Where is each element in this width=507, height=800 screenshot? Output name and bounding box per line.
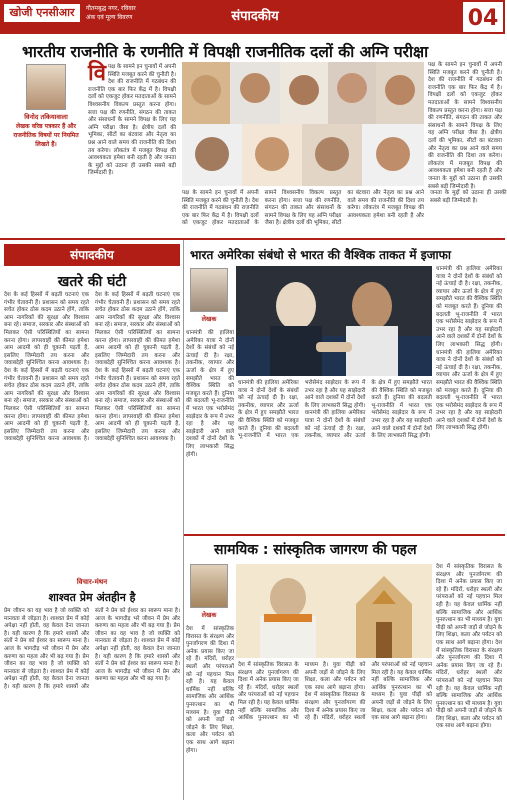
article2-author-name: विचार-मंथन: [76, 578, 108, 586]
collage-graphic: [182, 62, 424, 186]
editorial-label: संपादकीय: [4, 244, 180, 266]
article3-body-col3: धानमंत्री की हालिया अमेरिका यात्रा ने दोनों देशों के संबंधों को नई ऊंचाई दी है। रक्षा, तकनीक, व्यापार और ऊर्जा के क्षेत्र में हुए समझौते भारत की वैश्विक स्थिति को मजबूत करते हैं। दुनिया की बदलती भू-राजनीति में भारत एक भरोसेमंद साझेदार के रूप में उभर रहा है और यह साझेदारी आने वाले दशकों में दोनों देशों के लिए लाभकारी सिद्ध होगी। धानमंत्री की हालिया अमेरिका यात्रा ने दोनों देशों के संबंधों को नई ऊंचाई दी है। रक्षा, तकनीक, व्यापार और ऊर्जा के क्षेत्र में हुए समझौते भारत की वैश्विक स्थिति को मजबूत करते हैं। दुनिया की बदलती भू-राजनीति में भारत एक भरोसेमंद साझेदार के रूप में उभर रहा है और यह साझेदारी आने वाले दशकों में दोनों देशों के लिए लाभकारी सिद्ध होगी।: [436, 266, 502, 432]
divider-top: [0, 238, 505, 240]
article4-body-col3: देश में सांस्कृतिक विरासत के संरक्षण और पुनर्जागरण की दिशा में अनेक प्रयास किए जा रहे हैं। मंदिरों, धरोहर स्थलों और परंपराओं को नई पहचान मिल रही है। यह केवल धार्मिक नहीं बल्कि सामाजिक और आर्थिक पुनरुत्थान का भी माध्यम है। युवा पीढ़ी को अपनी जड़ों से जोड़ने के लिए शिक्षा, कला और पर्यटन को एक साथ आगे बढ़ाना होगा। देश में सांस्कृतिक विरासत के संरक्षण और पुनर्जागरण की दिशा में अनेक प्रयास किए जा रहे हैं। मंदिरों, धरोहर स्थलों और परंपराओं को नई पहचान मिल रही है। यह केवल धार्मिक नहीं बल्कि सामाजिक और आर्थिक पुनरुत्थान का भी माध्यम है। युवा पीढ़ी को अपनी जड़ों से जोड़ने के लिए शिक्षा, कला और पर्यटन को एक साथ आगे बढ़ाना होगा।: [436, 564, 503, 730]
article2-headline: शाश्वत प्रेम अंतहीन है: [48, 591, 136, 604]
article3-body-col2: धानमंत्री की हालिया अमेरिका यात्रा ने दोनों देशों के संबंधों को नई ऊंचाई दी है। रक्षा, तकनीक, व्यापार और ऊर्जा के क्षेत्र में हुए समझौते भारत की वैश्विक स्थिति को मजबूत करते हैं। दुनिया की बदलती भू-राजनीति में भारत एक भरोसेमंद साझेदार के रूप में उभर रहा है और यह साझेदारी आने वाले दशकों में दोनों देशों के लिए लाभकारी सिद्ध होगी। धानमंत्री की हालिया अमेरिका यात्रा ने दोनों देशों के संबंधों को नई ऊंचाई दी है। रक्षा, तकनीक, व्यापार और ऊर्जा के क्षेत्र में हुए समझौते भारत की वैश्विक स्थिति को मजबूत करते हैं। दुनिया की बदलती भू-राजनीति में भारत एक भरोसेमंद साझेदार के रूप में उभर रहा है और यह साझेदारी आने वाले दशकों में दोनों देशों के लिए लाभकारी सिद्ध होगी।: [238, 380, 432, 440]
temple-graphic: [236, 564, 432, 658]
page-number: 04: [461, 0, 505, 34]
editorial-body: देश के कई हिस्सों में बढ़ती घटनाएं एक गंभीर चेतावनी हैं। प्रशासन को समय रहते सचेत होकर ठोस कदम उठाने होंगे, ताकि आम नागरिकों की सुरक्षा और विश्वास बना रहे। समाज, सरकार और संस्थाओं को मिलकर ऐसी परिस्थितियों का सामना करना होगा। लापरवाही की कीमत हमेशा आम आदमी को ही चुकानी पड़ती है, इसलिए जिम्मेदारी तय करना और जवाबदेही सुनिश्चित करना आवश्यक है। देश के कई हिस्सों में बढ़ती घटनाएं एक गंभीर चेतावनी हैं। प्रशासन को समय रहते सचेत होकर ठोस कदम उठाने होंगे, ताकि आम नागरिकों की सुरक्षा और विश्वास बना रहे। समाज, सरकार और संस्थाओं को मिलकर ऐसी परिस्थितियों का सामना करना होगा। लापरवाही की कीमत हमेशा आम आदमी को ही चुकानी पड़ती है, इसलिए जिम्मेदारी तय करना और जवाबदेही सुनिश्चित करना आवश्यक है। देश के कई हिस्सों में बढ़ती घटनाएं एक गंभीर चेतावनी हैं। प्रशासन को समय रहते सचेत होकर ठोस कदम उठाने होंगे, ताकि आम नागरिकों की सुरक्षा और विश्वास बना रहे। समाज, सरकार और संस्थाओं को मिलकर ऐसी परिस्थितियों का सामना करना होगा। लापरवाही की कीमत हमेशा आम आदमी को ही चुकानी पड़ती है, इसलिए जिम्मेदारी तय करना और जवाबदेही सुनिश्चित करना आवश्यक है। देश के कई हिस्सों में बढ़ती घटनाएं एक गंभीर चेतावनी हैं। प्रशासन को समय रहते सचेत होकर ठोस कदम उठाने होंगे, ताकि आम नागरिकों की सुरक्षा और विश्वास बना रहे। समाज, सरकार और संस्थाओं को मिलकर ऐसी परिस्थितियों का सामना करना होगा। लापरवाही की कीमत हमेशा आम आदमी को ही चुकानी पड़ती है, इसलिए जिम्मेदारी तय करना और जवाबदेही सुनिश्चित करना आवश्यक है।: [4, 292, 180, 443]
article4-author-name: लेखक: [201, 611, 217, 619]
article1-body: पक्ष के सामने इन चुनावों में अपनी स्थिति मजबूत करने की चुनौती है। देश की राजनीति में गठबंधन की राजनीति एक बार फिर केंद्र में है। विपक्षी दलों को एकजुट होकर मतदाताओं के सामने विश्वसनीय विकल्प प्रस्तुत करना होगा। सत्ता पक्ष की रणनीति, संगठन की ताकत और संसाधनों के सामने विपक्ष के लिए यह अग्नि परीक्षा जैसा है। क्षेत्रीय दलों की भूमिका, सीटों का बंटवारा और नेतृत्व का प्रश्न आने वाले समय की राजनीति की दिशा तय करेगा। लोकतंत्र में मजबूत विपक्ष की आवश्यकता हमेशा बनी रहती है और जनता के मुद्दों को उठाना ही उसकी सबसे बड़ी जिम्मेदारी है।: [88, 64, 176, 177]
article3-author-photo: [190, 268, 228, 312]
article4-body-col1: देश में सांस्कृतिक विरासत के संरक्षण और पुनर्जागरण की दिशा में अनेक प्रयास किए जा रहे हैं। मंदिरों, धरोहर स्थलों और परंपराओं को नई पहचान मिल रही है। यह केवल धार्मिक नहीं बल्कि सामाजिक और आर्थिक पुनरुत्थान का भी माध्यम है। युवा पीढ़ी को अपनी जड़ों से जोड़ने के लिए शिक्षा, कला और पर्यटन को एक साथ आगे बढ़ाना होगा।: [186, 626, 234, 754]
article4-author-photo: [190, 564, 228, 608]
article1-headline: भारतीय राजनीति के रणनीति में विपक्षी राजनीतिक दलों की अग्नि परीक्षा: [22, 43, 429, 61]
article1-body-col2: पक्ष के सामने इन चुनावों में अपनी स्थिति मजबूत करने की चुनौती है। देश की राजनीति में गठबंधन की राजनीति एक बार फिर केंद्र में है। विपक्षी दलों को एकजुट होकर मतदाताओं के सामने विश्वसनीय विकल्प प्रस्तुत करना होगा। सत्ता पक्ष की रणनीति, संगठन की ताकत और संसाधनों के सामने विपक्ष के लिए यह अग्नि परीक्षा जैसा है। क्षेत्रीय दलों की भूमिका, सीटों का बंटवारा और नेतृत्व का प्रश्न आने वाले समय की राजनीति की दिशा तय करेगा। लोकतंत्र में मजबूत विपक्ष की आवश्यकता हमेशा बनी रहती है और जनता के मुद्दों को उठाना ही उसकी सबसे बड़ी जिम्मेदारी है।: [182, 190, 507, 227]
masthead: [0, 0, 505, 34]
article1-author-photo: [26, 64, 66, 110]
article1-dropcap: वि: [88, 61, 106, 86]
article4-headline: सामयिक : सांस्कृतिक जागरण की पहल: [214, 542, 417, 558]
article1-body-col3: पक्ष के सामने इन चुनावों में अपनी स्थिति मजबूत करने की चुनौती है। देश की राजनीति में गठबंधन की राजनीति एक बार फिर केंद्र में है। विपक्षी दलों को एकजुट होकर मतदाताओं के सामने विश्वसनीय विकल्प प्रस्तुत करना होगा। सत्ता पक्ष की रणनीति, संगठन की ताकत और संसाधनों के सामने विपक्ष के लिए यह अग्नि परीक्षा जैसा है। क्षेत्रीय दलों की भूमिका, सीटों का बंटवारा और नेतृत्व का प्रश्न आने वाले समय की राजनीति की दिशा तय करेगा। लोकतंत्र में मजबूत विपक्ष की आवश्यकता हमेशा बनी रहती है और जनता के मुद्दों को उठाना ही उसकी सबसे बड़ी जिम्मेदारी है।: [428, 62, 502, 190]
masthead-meta-line1: गौतमबुद्ध नगर, रविवार: [86, 5, 136, 12]
newspaper-logo: खोजी एनसीआर: [4, 4, 80, 22]
article2-body: प्रेम जीवन का वह भाव है जो व्यक्ति को मानवता से जोड़ता है। शाश्वत प्रेम में कोई अपेक्षा नहीं होती, वह केवल देना जानता है। यही कारण है कि हमारे शास्त्रों और संतों ने प्रेम को ईश्वर का स्वरूप माना है। आज के भागदौड़ भरे जीवन में प्रेम और करुणा का महत्व और भी बढ़ गया है। प्रेम जीवन का वह भाव है जो व्यक्ति को मानवता से जोड़ता है। शाश्वत प्रेम में कोई अपेक्षा नहीं होती, वह केवल देना जानता है। यही कारण है कि हमारे शास्त्रों और संतों ने प्रेम को ईश्वर का स्वरूप माना है। आज के भागदौड़ भरे जीवन में प्रेम और करुणा का महत्व और भी बढ़ गया है। प्रेम जीवन का वह भाव है जो व्यक्ति को मानवता से जोड़ता है। शाश्वत प्रेम में कोई अपेक्षा नहीं होती, वह केवल देना जानता है। यही कारण है कि हमारे शास्त्रों और संतों ने प्रेम को ईश्वर का स्वरूप माना है। आज के भागदौड़ भरे जीवन में प्रेम और करुणा का महत्व और भी बढ़ गया है।: [4, 608, 181, 690]
section-title: संपादकीय: [231, 9, 279, 24]
article4-body-col2: देश में सांस्कृतिक विरासत के संरक्षण और पुनर्जागरण की दिशा में अनेक प्रयास किए जा रहे हैं। मंदिरों, धरोहर स्थलों और परंपराओं को नई पहचान मिल रही है। यह केवल धार्मिक नहीं बल्कि सामाजिक और आर्थिक पुनरुत्थान का भी माध्यम है। युवा पीढ़ी को अपनी जड़ों से जोड़ने के लिए शिक्षा, कला और पर्यटन को एक साथ आगे बढ़ाना होगा। देश में सांस्कृतिक विरासत के संरक्षण और पुनर्जागरण की दिशा में अनेक प्रयास किए जा रहे हैं। मंदिरों, धरोहर स्थलों और परंपराओं को नई पहचान मिल रही है। यह केवल धार्मिक नहीं बल्कि सामाजिक और आर्थिक पुनरुत्थान का भी माध्यम है। युवा पीढ़ी को अपनी जड़ों से जोड़ने के लिए शिक्षा, कला और पर्यटन को एक साथ आगे बढ़ाना होगा।: [238, 662, 432, 722]
handshake-graphic: [236, 266, 432, 376]
article3-headline: भारत अमेरिका संबंधो से भारत की वैश्विक ताकत में इजाफा: [190, 248, 451, 262]
article1-body-col1: [88, 61, 176, 234]
article3-body-col1: धानमंत्री की हालिया अमेरिका यात्रा ने दोनों देशों के संबंधों को नई ऊंचाई दी है। रक्षा, तकनीक, व्यापार और ऊर्जा के क्षेत्र में हुए समझौते भारत की वैश्विक स्थिति को मजबूत करते हैं। दुनिया की बदलती भू-राजनीति में भारत एक भरोसेमंद साझेदार के रूप में उभर रहा है और यह साझेदारी आने वाले दशकों में दोनों देशों के लिए लाभकारी सिद्ध होगी।: [186, 330, 234, 458]
modi-temple-photo: [236, 564, 432, 658]
article3-author-name: लेखक: [201, 315, 217, 323]
politicians-collage: [182, 62, 424, 186]
editorial-headline: खतरे की घंटी: [57, 274, 127, 290]
masthead-meta-line2: अंक एवं मूल्य विवरण: [86, 14, 133, 21]
divider-mid: [184, 534, 505, 536]
divider-vertical: [183, 240, 184, 800]
article1-author-name: विनोद तकियावाला: [24, 113, 68, 121]
article1-author-note: लेखक वरिष्ठ पत्रकार हैं और राजनीतिक विषयों पर नियमित लिखते हैं।: [13, 123, 79, 148]
leaders-handshake-photo: [236, 266, 432, 376]
